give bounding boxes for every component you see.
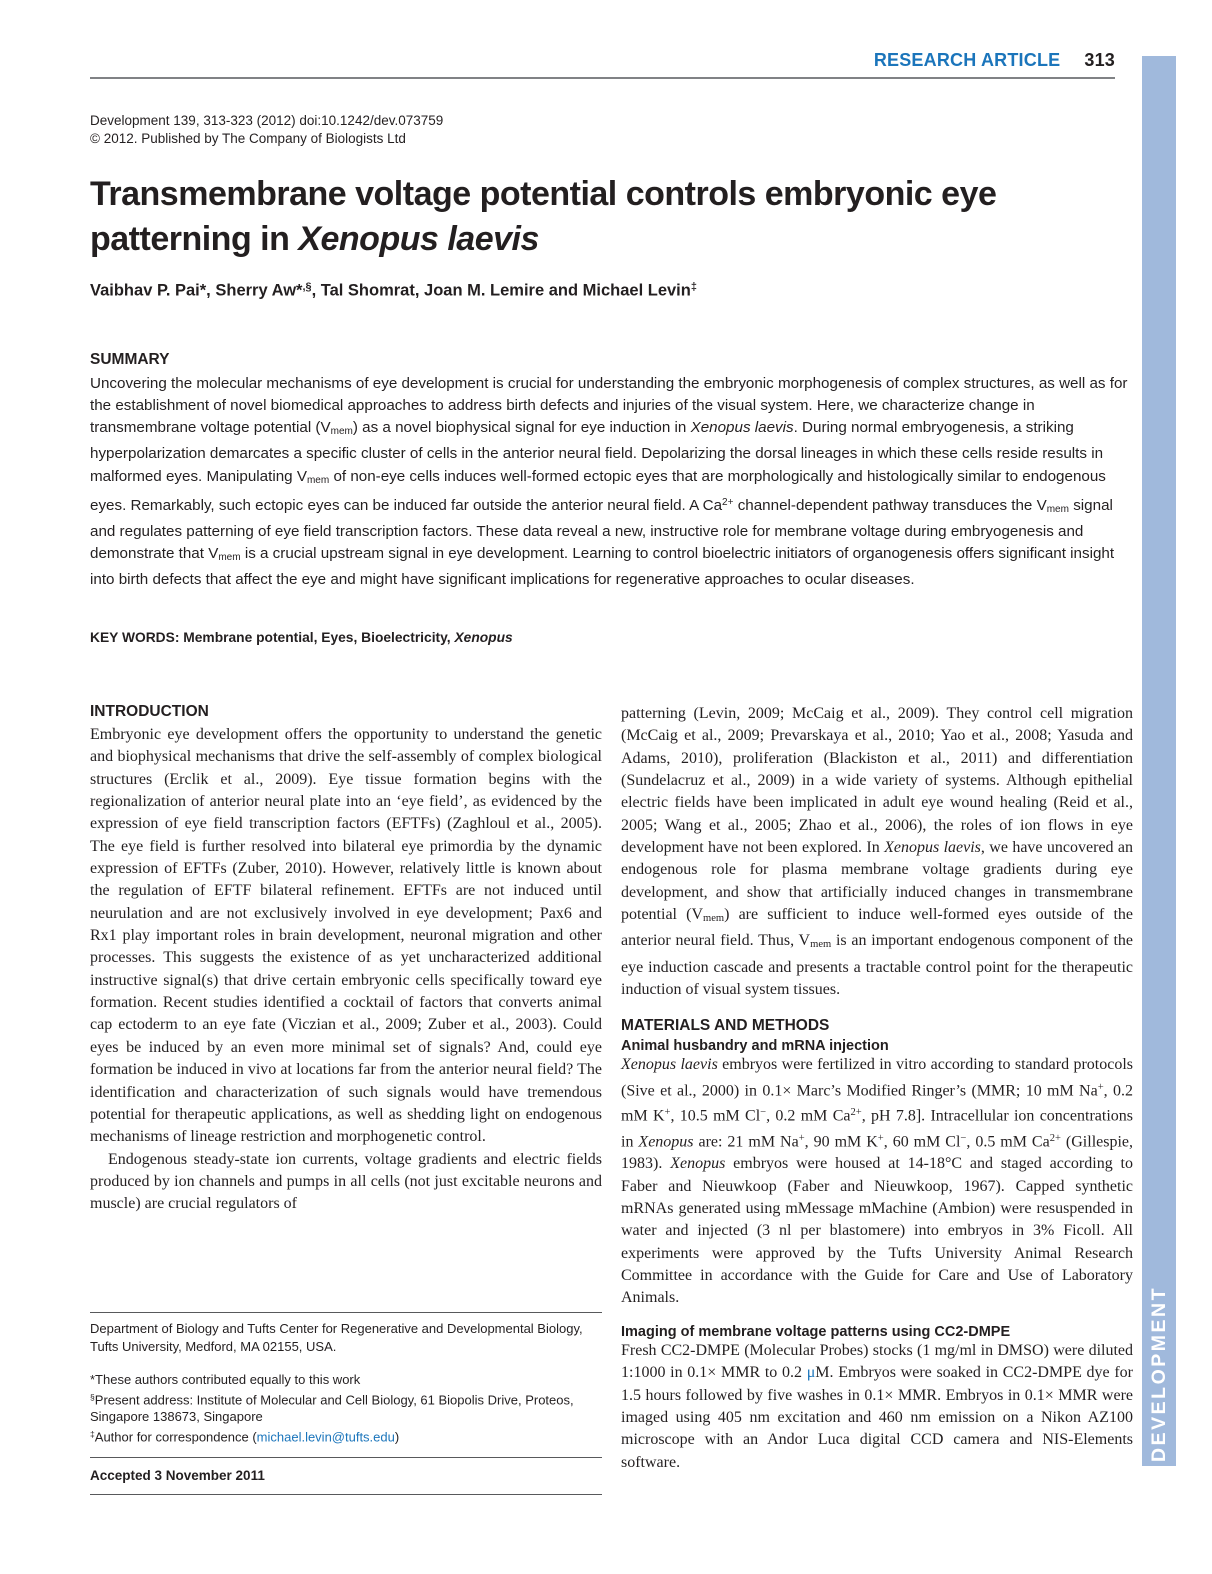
subheading-animal-husbandry: Animal husbandry and mRNA injection: [621, 1038, 889, 1055]
citation-block: [90, 112, 443, 148]
materials-methods-heading: MATERIALS AND METHODS: [621, 1017, 830, 1035]
methods-paragraph-2: Fresh CC2-DMPE (Molecular Probes) stocks (1 mg/ml in DMSO) were diluted 1:1000 in 0.1× MMR to 0.2 μM. Embryos were soaked in CC2-DMPE dye for 1.5 hours followed by five washes in 0.1× MMR. Embryos in 0.1× MMR were imaged using 405 nm excitation and 460 nm emission on a Nikon AZ100 microscope with an Andor Luca digital CCD camera and NIS-Elements software.: [621, 1341, 1134, 1471]
footnote-rule: [90, 1312, 602, 1313]
footnote-block: [90, 1312, 602, 1495]
header-rule: [90, 77, 1115, 79]
journal-banner: [1142, 56, 1176, 1466]
keywords-line: KEY WORDS: Membrane potential, Eyes, Bioelectricity, Xenopus: [90, 630, 513, 645]
methods-paragraph-1: Xenopus laevis embryos were fertilized in vitro according to standard protocols (Sive et al., 2000) in 0.1× Marc’s Modified Ringer’s (MMR; 10 mM Na+, 0.2 mM K+, 10.5 mM Cl−, 0.2 mM $Ca^{2+}$, pH 7.8]. Intracellular ion concentrations in Xenopus are: 21 mM Na+, 90 mM K+, 60 mM Cl−, 0.5 mM $Ca^{2+}$ (Gillespie, 1983). Xenopus embryos were housed at 14-18°C and staged according to Faber and Nieuwkoop (Faber and Nieuwkoop, 1967). Capped synthetic mRNAs generated using mMessage mMachine (Ambion) were resuspended in water and injected (3 nl per blastomere) into embryos in 3% Ficoll. All experiments were approved by the Tufts University Animal Research Committee in accordance with the Guide for Care and Use of Laboratory Animals.: [621, 1056, 1134, 1307]
page-header: [90, 50, 1115, 71]
author-list: Vaibhav P. Pai*, Sherry Aw*,§, Tal Shomrat, Joan M. Lemire and Michael Levin‡: [90, 281, 697, 300]
citation-line-1: Development 139, 313-323 (2012) doi:10.1242/dev.073759: [90, 113, 444, 128]
section-label: RESEARCH ARTICLE: [873, 50, 1061, 70]
right-column: [621, 703, 1133, 1474]
left-column: [90, 703, 602, 1216]
accepted-date: Accepted 3 November 2011: [90, 1467, 265, 1483]
affiliation: Department of Biology and Tufts Center for Regenerative and Developmental Biology, Tufts University, Medford, MA 02155, USA.: [90, 1321, 583, 1354]
footnote-equal-contribution: *These authors contributed equally to this work: [90, 1372, 361, 1387]
introduction-paragraph-2: Endogenous steady-state ion currents, voltage gradients and electric fields produced by ion channels and pumps in all cells (not just excitable neurons and muscle) are crucial regulators of: [90, 1150, 602, 1213]
summary-heading: SUMMARY: [90, 351, 170, 368]
accepted-rule-bottom: [90, 1494, 602, 1495]
introduction-continuation: patterning (Levin, 2009; McCaig et al., 2009). They control cell migration (McCaig et al., 2009; Prevarskaya et al., 2010; Yao et al., 2008; Yasuda and Adams, 2010), proliferation (Blackiston et al., 2011) and differentiation (Sundelacruz et al., 2009) in a wide variety of systems. Although epithelial electric fields have been implicated in adult eye wound healing (Reid et al., 2005; Wang et al., 2005; Zhao et al., 2006), the roles of ion flows in eye development have not been explored. In Xenopus laevis, we have uncovered an endogenous role for plasma membrane voltage gradients during eye development, and show that artificially induced changes in transmembrane potential (Vmem) are sufficient to induce well-formed eyes outside of the anterior neural field. Thus, Vmem is an important endogenous component of the eye induction cascade and presents a tractable control point for the therapeutic induction of visual system tissues.: [621, 705, 1134, 998]
subheading-imaging: Imaging of membrane voltage patterns using CC2-DMPE: [621, 1323, 1011, 1340]
summary-body: Uncovering the molecular mechanisms of eye development is crucial for understanding the embryonic morphogenesis of complex structures, as well as for the establishment of novel biomedical approaches to address birth defects and injuries of the visual system. Here, we characterize change in transmembrane voltage potential (Vmem) as a novel biophysical signal for eye induction in Xenopus laevis. During normal embryogenesis, a striking hyperpolarization demarcates a specific cluster of cells in the anterior neural field. Depolarizing the dorsal lineages in which these cells reside results in malformed eyes. Manipulating Vmem of non-eye cells induces well-formed ectopic eyes that are morphologically and histologically similar to endogenous eyes. Remarkably, such ectopic eyes can be induced far outside the anterior neural field. A $Ca^{2+}$ channel-dependent pathway transduces the Vmem signal and regulates patterning of eye field transcription factors. These data reveal a new, instructive role for membrane voltage during embryogenesis and demonstrate that Vmem is a crucial upstream signal in eye development. Learning to control bioelectric initiators of organogenesis offers significant insight into birth defects that affect the eye and might have significant implications for regenerative approaches to ocular diseases.: [90, 375, 1128, 588]
article-title: Transmembrane voltage potential controls embryonic eye patterning in Xenopus laevis: [90, 175, 997, 258]
citation-line-2: © 2012. Published by The Company of Biologists Ltd: [90, 131, 406, 146]
accepted-rule-top: [90, 1457, 602, 1458]
footnote-correspondence[interactable]: ‡Author for correspondence (michael.levin@tufts.edu): [90, 1428, 400, 1445]
footnote-present-address: §Present address: Institute of Molecular and Cell Biology, 61 Biopolis Drive, Proteos, Singapore 138673, Singapore: [90, 1391, 574, 1425]
introduction-paragraph-1: Embryonic eye development offers the opportunity to understand the genetic and biophysical mechanisms that drive the self-assembly of complex biological structures (Erclik et al., 2009). Eye tissue formation begins with the regionalization of anterior neural plate into an ‘eye field’, as evidenced by the expression of eye field transcription factors (EFTFs) (Zaghloul et al., 2005). The eye field is further resolved into bilateral eye primordia by the dynamic expression of EFTFs (Zuber, 2010). However, relatively little is known about the regulation of EFTF bilateral refinement. EFTFs are not induced until neurulation and are not exclusively involved in eye development; Pax6 and Rx1 play important roles in brain development, neuronal migration and other processes. This suggests the existence of as yet uncharacterized additional instructive signal(s) that drive certain embryonic cells specifically toward eye formation. Recent studies identified a cocktail of factors that converts animal cap ectoderm to an eye fate (Viczian et al., 2009; Zuber et al., 2003). Could eyes be induced by an even more minimal set of signals? And, could eye formation be induced in vivo at locations far from the anterior neural field? The identification and characterization of such signals would have tremendous potential for therapeutic applications, as well as shedding light on endogenous mechanisms of lineage restriction and morphogenetic control.: [90, 726, 602, 1146]
introduction-heading: INTRODUCTION: [90, 703, 209, 720]
page-number: 313: [1084, 50, 1115, 70]
journal-banner-label: DEVELOPMENT: [1148, 1286, 1170, 1462]
